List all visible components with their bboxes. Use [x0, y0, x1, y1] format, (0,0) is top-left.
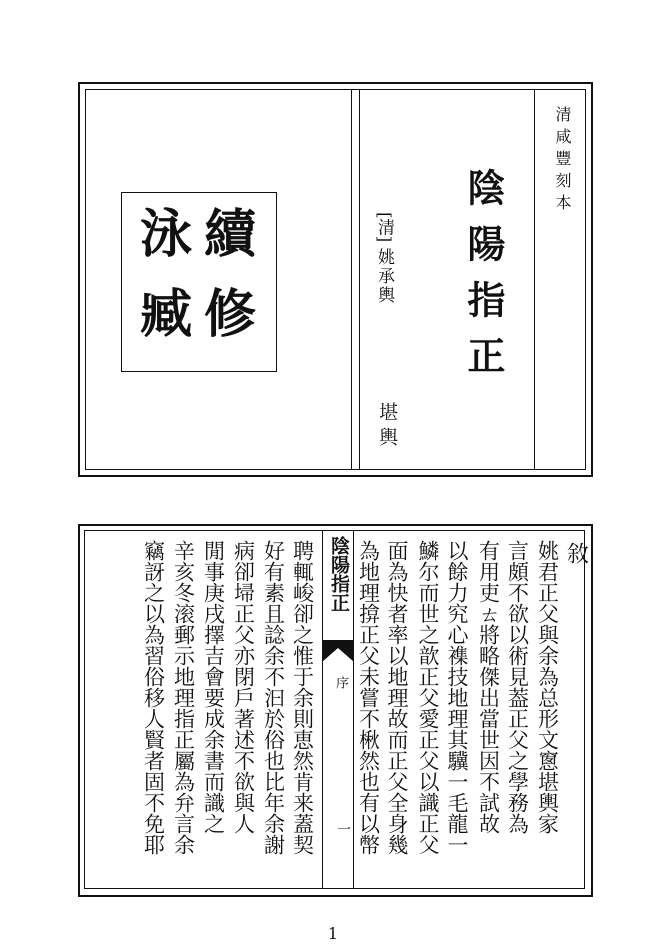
text-column-7: 面為快者率以地理故而正父全身幾: [385, 540, 409, 855]
text-column-13: 辛亥冬滚郵示地理指正屬為弁言余: [171, 540, 196, 855]
gutter-title: 陰陽指正: [328, 536, 350, 612]
fishtail-mark: [322, 640, 354, 664]
text-column-1: 敘: [563, 542, 589, 564]
cover-panel: [78, 82, 593, 477]
page-number: 1: [327, 924, 339, 943]
seal-stamp: [121, 192, 277, 372]
text-column-3: 言頗不欲以術見葢正父之學務為: [505, 540, 530, 834]
text-column-11: 病卻埽正父亦閉戶著述不欲與人: [231, 540, 256, 834]
text-column-8: 為地理揜正父未嘗不楸然也有以幣: [356, 540, 381, 855]
cover-divider-author: [359, 89, 360, 470]
gutter-line-right: [353, 530, 354, 888]
seal-char-4: 臧: [140, 284, 193, 345]
author-name: 姚承輿: [374, 248, 394, 305]
cover-divider-right: [534, 89, 535, 470]
text-column-6: 鱗尔而世之歆正父愛正父以識正父: [416, 540, 440, 855]
text-column-9: 聘輒峻卻之惟于余則恵然肯来蓋契: [290, 540, 315, 855]
book-title: 陰陽指正: [461, 168, 506, 392]
seal-char-2: 修: [203, 284, 256, 345]
text-column-5: 以餘力究心襍技地理其驥一毛龍一: [445, 540, 469, 855]
seal-char-3: 泳: [140, 204, 193, 265]
text-column-14: 竊訝之以為習俗移人賢者固不免耶: [141, 540, 166, 855]
text-column-10: 好有素且諗余不汩於俗也比年余謝: [261, 540, 286, 855]
seal-char-1: 續: [203, 204, 256, 265]
gutter-page-number: 一: [335, 822, 351, 836]
text-column-2: 姚君正父與余為总形文窻堪輿家: [535, 540, 560, 834]
text-column-12: 閒事庚戌擇吉會要成余書而識之: [201, 540, 226, 834]
text-column-4: 有用吏ㄊ將略傑出當世因不試故: [476, 540, 501, 834]
category-label: 堪輿: [376, 402, 398, 452]
author-dynasty: [清]: [374, 212, 394, 243]
gutter-section: 序: [333, 676, 348, 689]
edition-label: 清咸豐刻本: [553, 106, 572, 216]
gutter-line-left: [322, 530, 323, 888]
cover-divider-left: [351, 89, 352, 470]
